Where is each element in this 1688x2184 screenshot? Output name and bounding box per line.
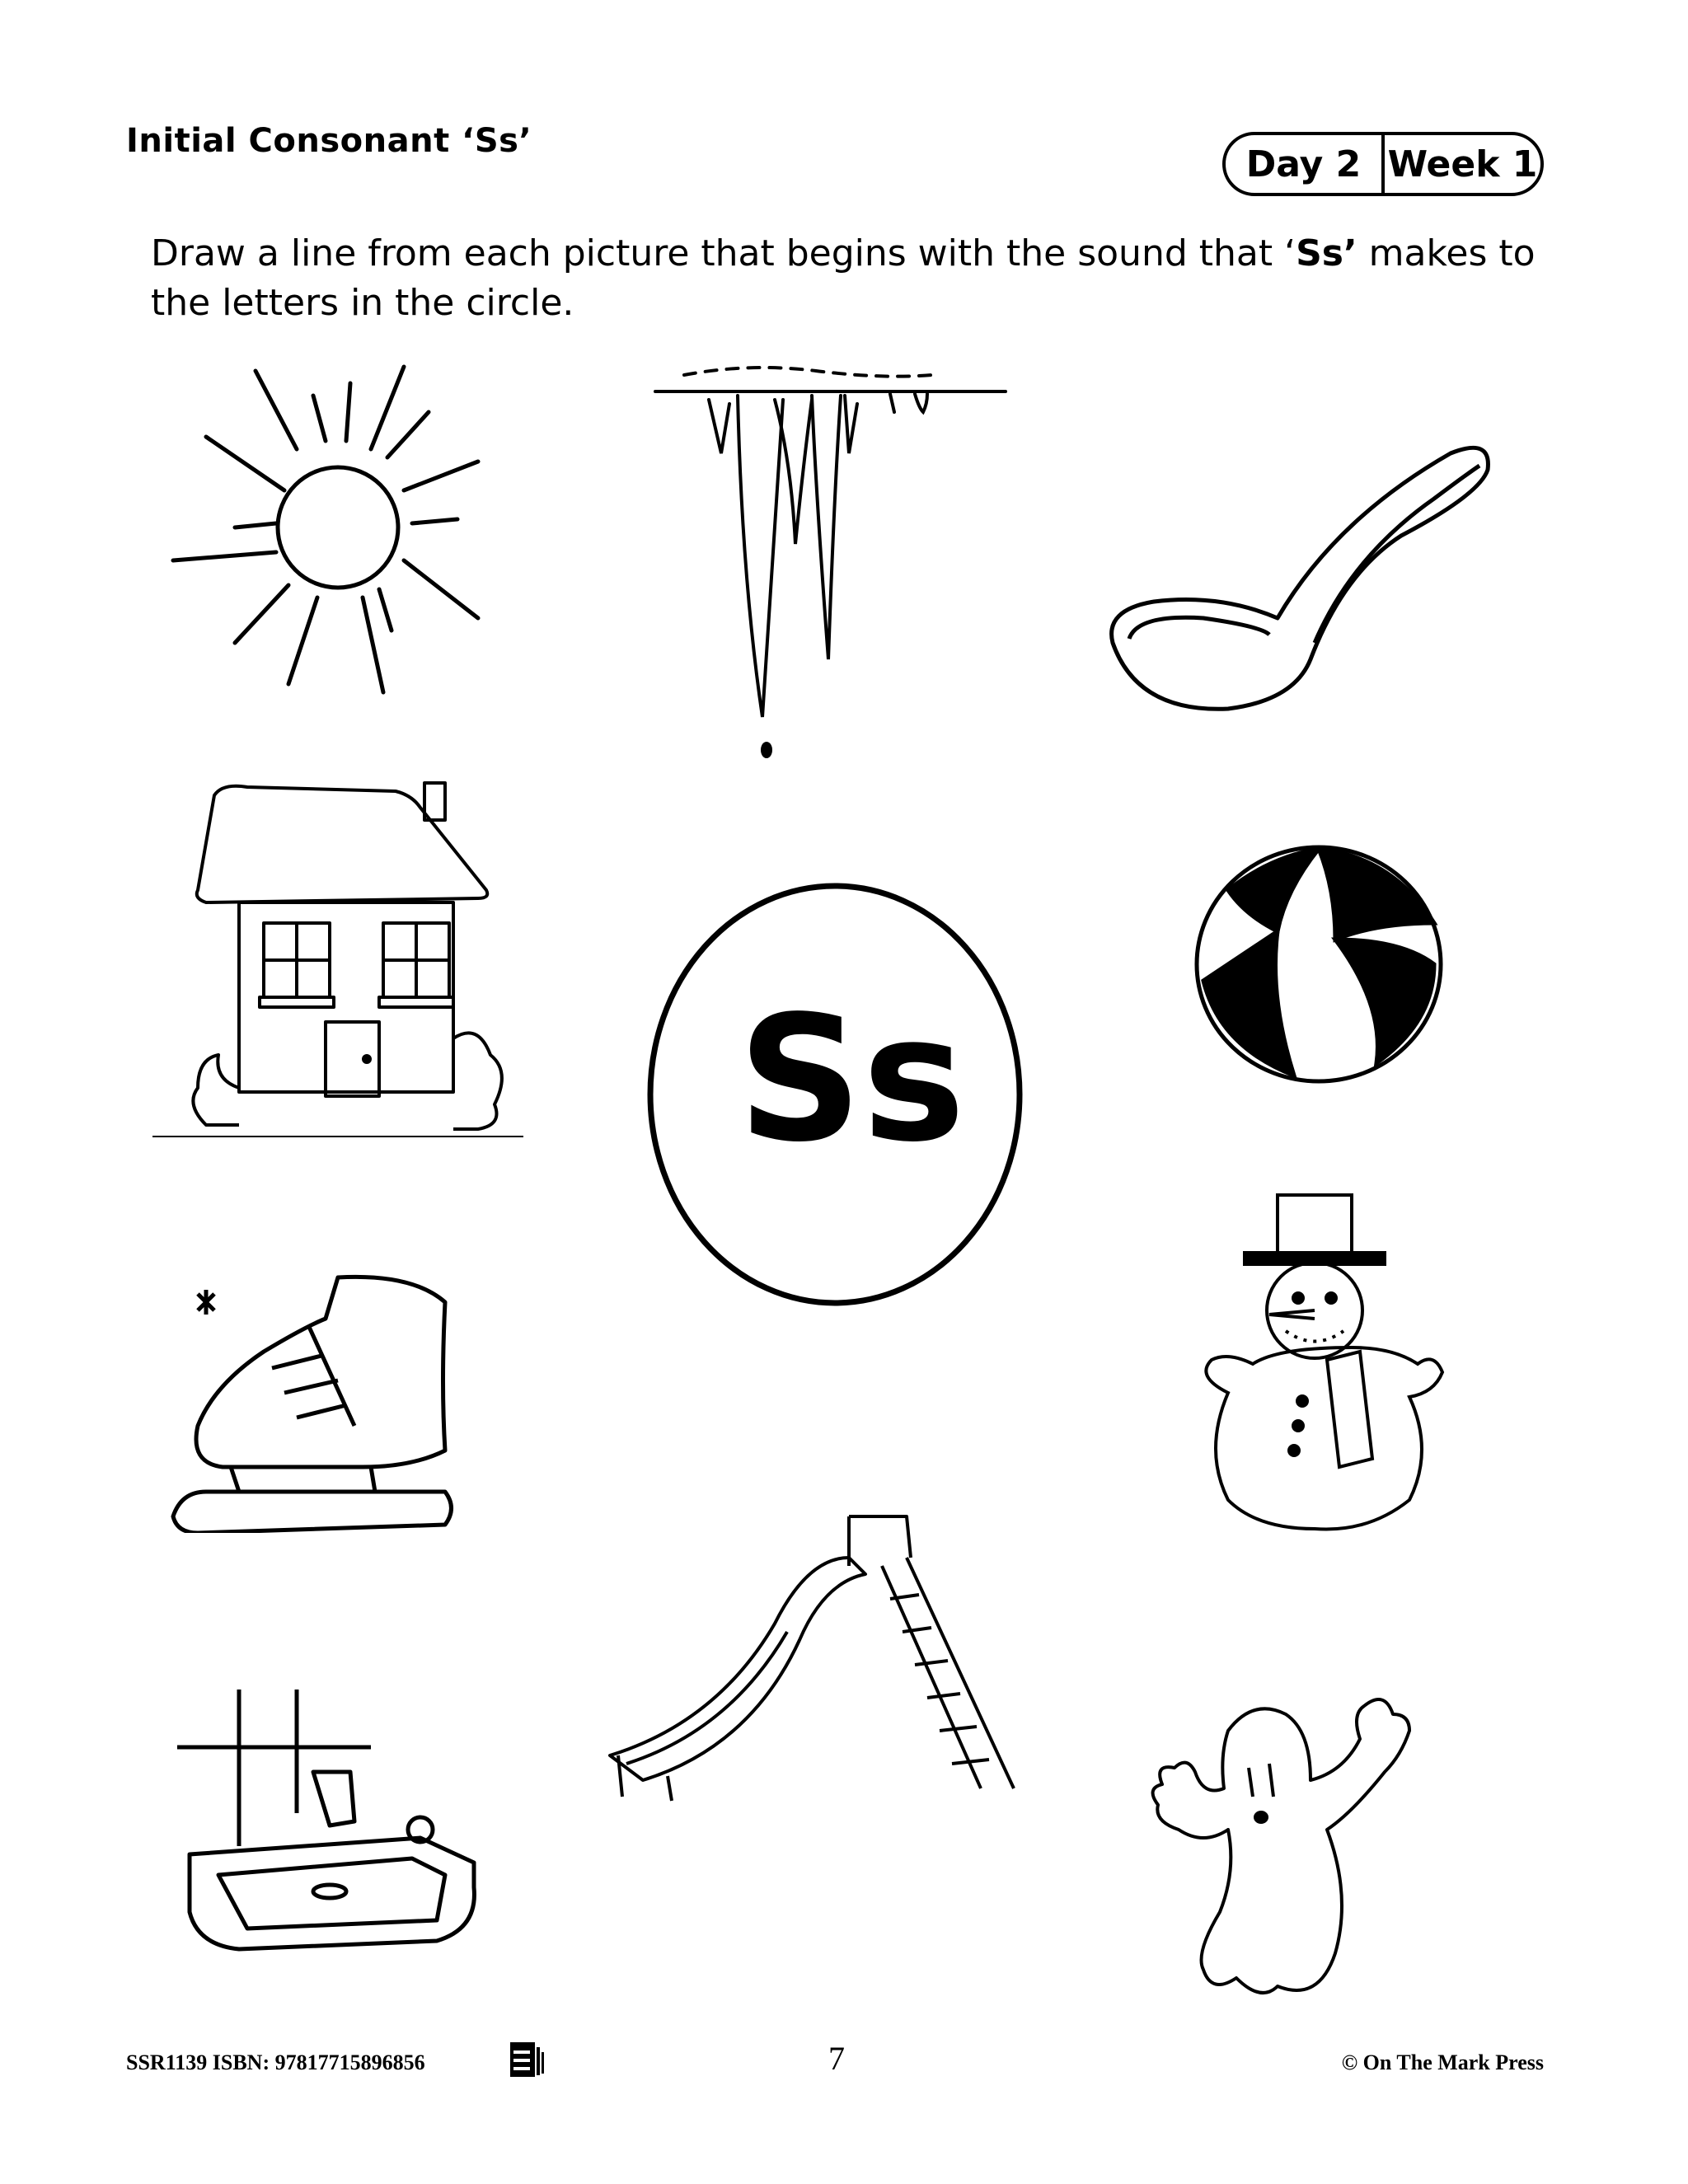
house-picture[interactable] [148,775,528,1137]
worksheet-title: Initial Consonant ‘Ss’ [126,122,532,160]
book-icon [509,2041,545,2079]
page-number: 7 [828,2040,845,2077]
day-week-badge [1222,132,1544,196]
instructions-text-start: Draw a line from each picture that begins with the sound that ‘ [151,232,1296,274]
center-letters: Ss [738,978,966,1180]
icicle-picture[interactable] [651,330,1014,775]
spoon-picture[interactable] [1104,420,1500,717]
snowman-picture[interactable] [1187,1187,1451,1533]
footer-code: SSR1139 ISBN: 9781771589685​6 [126,2050,425,2074]
instructions-text-end: makes to the letters in the circle. [151,232,1536,324]
skate-picture[interactable] [165,1261,462,1533]
sun-picture[interactable] [165,338,511,701]
sink-picture[interactable] [173,1681,486,1953]
copyright: © On The Mark Press [1341,2050,1544,2074]
day-label: Day 2 [1245,143,1362,185]
ball-picture[interactable] [1187,841,1451,1088]
week-label: Week 1 [1387,143,1538,185]
instructions-bold: Ss’ [1296,232,1357,274]
slide-picture[interactable] [593,1508,1039,1813]
instructions [151,229,1568,328]
ghost-picture[interactable] [1146,1681,1418,2011]
